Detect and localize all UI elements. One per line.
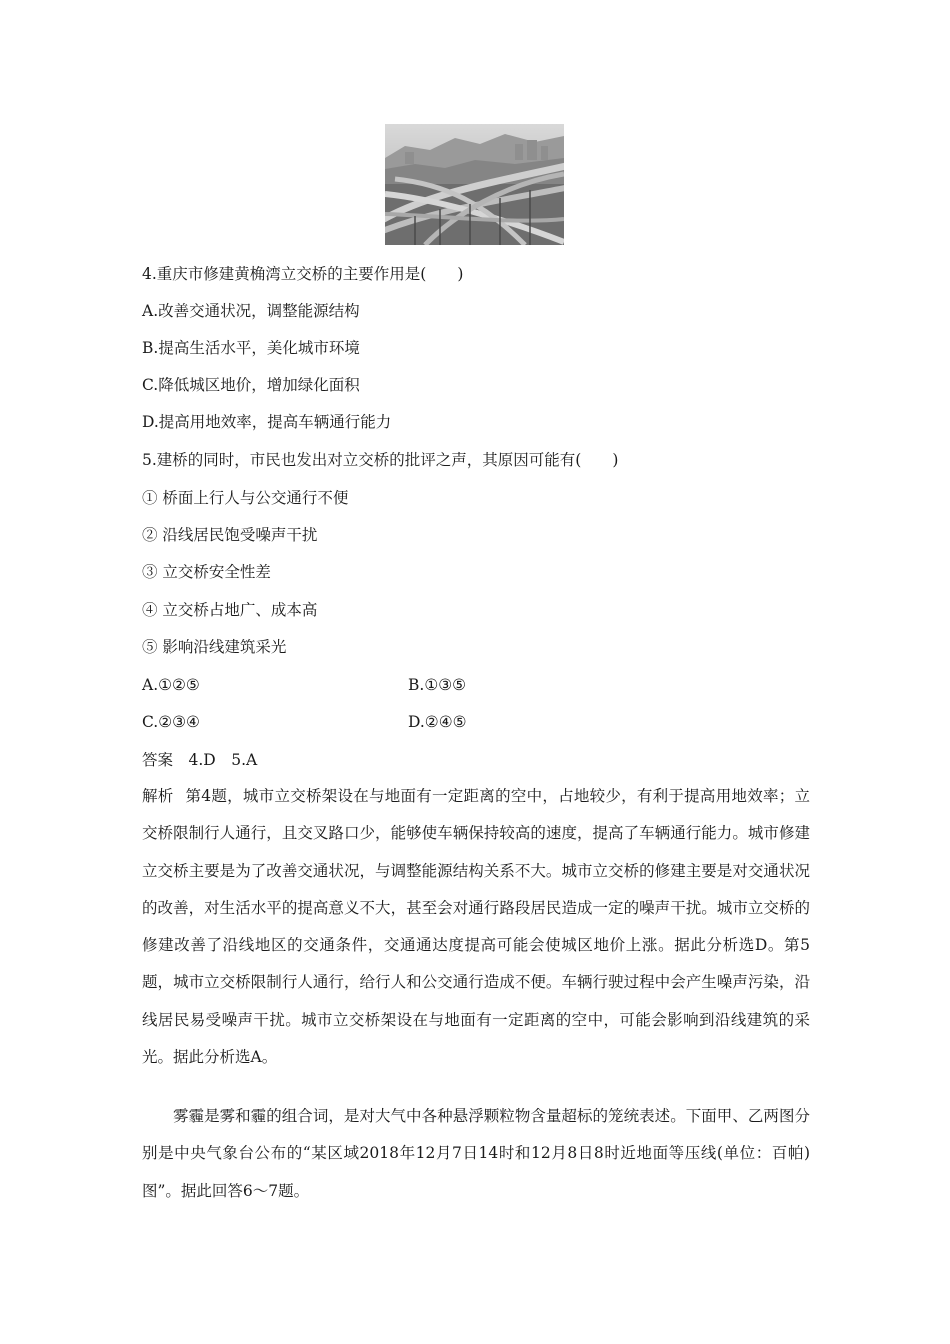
question-5-statement-1: ① 桥面上行人与公交通行不便 (142, 489, 349, 507)
overpass-photo (385, 124, 564, 245)
question-5-statement-5: ⑤ 影响沿线建筑采光 (142, 638, 287, 656)
question-5-option-d: D.②④⑤ (408, 713, 467, 731)
question-4-option-a: A.改善交通状况，调整能源结构 (142, 302, 360, 320)
question-5-statement-3: ③ 立交桥安全性差 (142, 563, 271, 581)
question-5-stem: 5.建桥的同时，市民也发出对立交桥的批评之声，其原因可能有( ) (142, 451, 619, 469)
analysis-paragraph (142, 778, 810, 1076)
question-5-option-a: A.①②⑤ (142, 676, 200, 694)
question-4-option-b: B.提高生活水平，美化城市环境 (142, 339, 360, 357)
analysis-text: 第4题，城市立交桥架设在与地面有一定距离的空中，占地较少，有利于提高用地效率；立交桥限制行人通行，且交叉路口少，能够使车辆保持较高的速度，提高了车辆通行能力。城市修建立交桥主要是为了改善交通状况，与调整能源结构关系不大。城市立交桥的修建主要是对交通状况的改善，对生活水平的提高意义不大，甚至会对通行路段居民造成一定的噪声干扰。城市立交桥的修建改善了沿线地区的交通条件，交通通达度提高可能会使城区地价上涨。据此分析选D。第5题，城市立交桥限制行人通行，给行人和公交通行造成不便。车辆行驶过程中会产生噪声污染，沿线居民易受噪声干扰。城市立交桥架设在与地面有一定距离的空中，可能会影响到沿线建筑的采光。据此分析选A。 (142, 787, 810, 1067)
question-4-stem: 4.重庆市修建黄桷湾立交桥的主要作用是( ) (142, 265, 464, 283)
question-5-statement-2: ② 沿线居民饱受噪声干扰 (142, 526, 318, 544)
question-5-statement-4: ④ 立交桥占地广、成本高 (142, 601, 318, 619)
question-5-option-c: C.②③④ (142, 713, 200, 731)
intro-paragraph: 雾霾是雾和霾的组合词，是对大气中各种悬浮颗粒物含量超标的笼统表述。下面甲、乙两图分别是中央气象台公布的“某区域2018年12月7日14时和12月8日8时近地面等压线(单位：百帕)图”。据此回答6～7题。 (142, 1107, 810, 1200)
question-4-option-c: C.降低城区地价，增加绿化面积 (142, 376, 360, 394)
question-4-option-d: D.提高用地效率，提高车辆通行能力 (142, 413, 392, 431)
question-5-option-b: B.①③⑤ (408, 676, 467, 694)
analysis-label: 解析 (142, 787, 174, 805)
answer-line: 答案 4.D 5.A (142, 751, 258, 769)
